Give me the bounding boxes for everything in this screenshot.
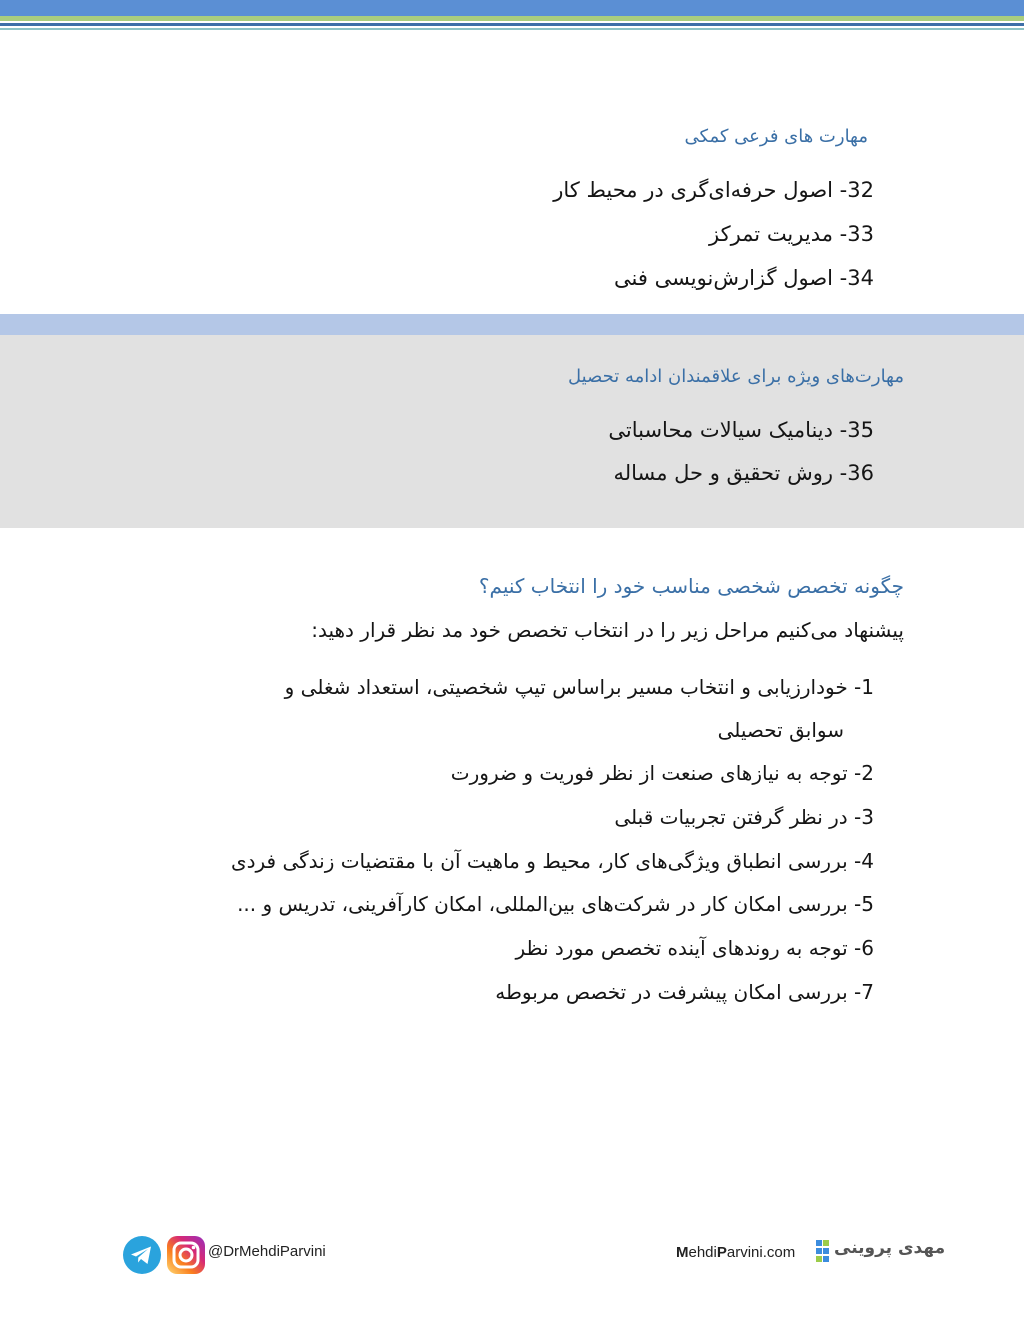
step-text: بررسی امکان پیشرفت در تخصص مربوطه xyxy=(495,980,848,1004)
item-label: اصول حرفه‌ای‌گری در محیط کار xyxy=(553,178,833,202)
website-link[interactable] xyxy=(676,1244,795,1261)
step-item: 3- در نظر گرفتن تجربیات قبلی xyxy=(614,805,874,829)
section-aux-title: مهارت های فرعی کمکی xyxy=(684,126,868,147)
step-item: 6- توجه به روندهای آینده تخصص مورد نظر xyxy=(515,936,874,960)
list-item: 33- مدیریت تمرکز xyxy=(708,222,874,246)
guide-question: چگونه تخصص شخصی مناسب خود را انتخاب کنیم؟ xyxy=(478,574,904,598)
step-text: خودارزیابی و انتخاب مسیر براساس تیپ شخصیتی، استعداد شغلی و xyxy=(284,675,848,699)
item-number: 34 xyxy=(847,266,874,290)
site-initial: M xyxy=(676,1244,689,1261)
top-rule-teal xyxy=(0,28,1024,30)
grad-section-band xyxy=(0,314,1024,335)
item-label: اصول گزارش‌نویسی فنی xyxy=(614,266,833,290)
step-text: سوابق تحصیلی xyxy=(717,718,844,742)
logo-text: مهدی پروینی xyxy=(834,1238,946,1258)
item-label: روش تحقیق و حل مساله xyxy=(613,461,833,485)
site-text: arvini.com xyxy=(726,1244,796,1261)
step-item: 4- بررسی انطباق ویژگی‌های کار، محیط و ماهیت آن با مقتضیات زندگی فردی xyxy=(230,849,874,873)
social-handle[interactable]: @DrMehdiParvini xyxy=(208,1243,326,1260)
item-label: مدیریت تمرکز xyxy=(708,222,833,246)
top-rule-green xyxy=(0,16,1024,21)
list-item: 34- اصول گزارش‌نویسی فنی xyxy=(614,266,874,290)
item-number: 33 xyxy=(847,222,874,246)
guide-intro: پیشنهاد می‌کنیم مراحل زیر را در انتخاب تخصص خود مد نظر قرار دهید: xyxy=(311,618,904,642)
step-item: 5- بررسی امکان کار در شرکت‌های بین‌المللی، امکان کارآفرینی، تدریس و ... xyxy=(237,892,874,916)
item-number: 36 xyxy=(847,461,874,485)
top-rule-blue xyxy=(0,23,1024,26)
telegram-icon[interactable] xyxy=(122,1235,162,1275)
step-text: توجه به نیازهای صنعت از نظر فوریت و ضرورت xyxy=(450,761,848,785)
list-item: 32- اصول حرفه‌ای‌گری در محیط کار xyxy=(553,178,874,202)
step-number: 5 xyxy=(861,892,874,916)
list-item: 36- روش تحقیق و حل مساله xyxy=(613,461,874,485)
step-number: 3 xyxy=(861,805,874,829)
instagram-icon[interactable] xyxy=(166,1235,206,1275)
step-number: 2 xyxy=(861,761,874,785)
step-item-continuation xyxy=(718,718,844,742)
step-text: توجه به روندهای آینده تخصص مورد نظر xyxy=(515,936,848,960)
site-initial: P xyxy=(716,1244,727,1261)
list-item: 35- دینامیک سیالات محاسباتی xyxy=(608,418,874,442)
step-number: 6 xyxy=(861,936,874,960)
item-label: دینامیک سیالات محاسباتی xyxy=(608,418,833,442)
section-grad-title: مهارت‌های ویژه برای علاقمندان ادامه تحصیل xyxy=(567,366,904,387)
top-banner xyxy=(0,0,1024,16)
step-text: در نظر گرفتن تجربیات قبلی xyxy=(614,805,848,829)
logo-icon xyxy=(816,1238,832,1266)
step-text: بررسی امکان کار در شرکت‌های بین‌المللی، امکان کارآفرینی، تدریس و ... xyxy=(237,892,848,916)
step-number: 1 xyxy=(861,675,874,699)
step-number: 4 xyxy=(861,849,874,873)
item-number: 32 xyxy=(847,178,874,202)
step-item: 1- خودارزیابی و انتخاب مسیر براساس تیپ شخصیتی، استعداد شغلی و xyxy=(284,675,874,699)
step-number: 7 xyxy=(861,980,874,1004)
item-number: 35 xyxy=(847,418,874,442)
site-text: ehdi xyxy=(688,1244,717,1261)
step-item: 2- توجه به نیازهای صنعت از نظر فوریت و ضرورت xyxy=(450,761,874,785)
step-text: بررسی انطباق ویژگی‌های کار، محیط و ماهیت آن با مقتضیات زندگی فردی xyxy=(230,849,848,873)
step-item: 7- بررسی امکان پیشرفت در تخصص مربوطه xyxy=(495,980,874,1004)
